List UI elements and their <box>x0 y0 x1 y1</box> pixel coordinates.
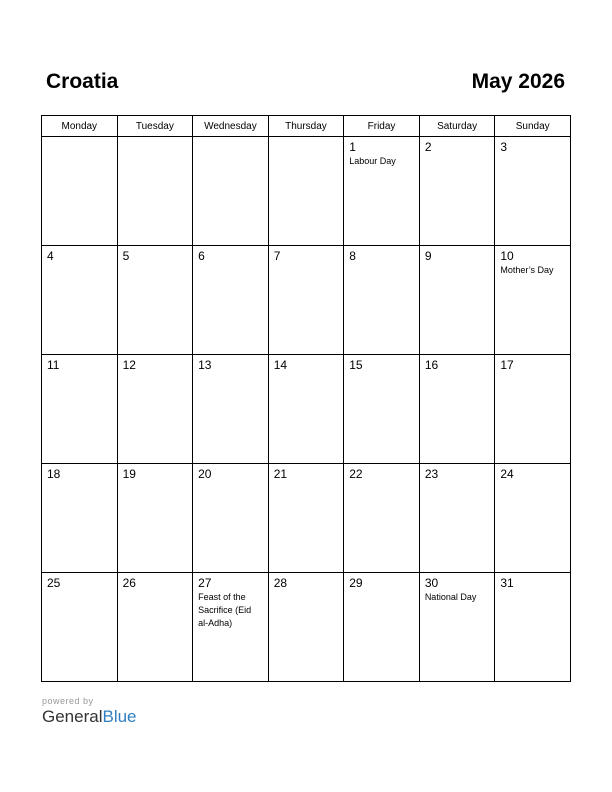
weekday-header: Thursday <box>268 116 344 137</box>
day-cell <box>495 355 571 464</box>
day-cell <box>419 573 495 682</box>
weekday-header: Sunday <box>495 116 571 137</box>
day-cell <box>193 464 269 573</box>
day-number: 24 <box>500 467 514 481</box>
day-cell <box>117 137 193 246</box>
day-cell <box>344 137 420 246</box>
day-number: 9 <box>424 249 432 263</box>
day-cell <box>193 137 269 246</box>
day-number: 15 <box>349 358 363 372</box>
weekday-header: Friday <box>344 116 420 137</box>
weekday-header: Tuesday <box>117 116 193 137</box>
day-number: 19 <box>122 467 136 481</box>
day-number: 16 <box>424 358 439 372</box>
calendar-grid <box>41 115 571 682</box>
day-number: 22 <box>349 467 363 481</box>
day-cell <box>495 137 571 246</box>
day-cell <box>117 573 193 682</box>
weekday-header: Monday <box>42 116 118 137</box>
day-cell <box>495 464 571 573</box>
day-number: 28 <box>273 576 288 590</box>
day-number: 7 <box>273 249 281 263</box>
day-cell <box>42 355 118 464</box>
day-number: 17 <box>500 358 514 372</box>
day-cell <box>42 464 118 573</box>
day-cell <box>419 355 495 464</box>
holiday-label: National Day <box>424 592 477 602</box>
day-number: 25 <box>47 576 61 590</box>
powered-by-label: powered by <box>42 696 94 706</box>
weekday-header: Wednesday <box>193 116 269 137</box>
day-number: 31 <box>500 576 514 590</box>
day-number: 13 <box>198 358 212 372</box>
day-number: 23 <box>424 467 439 481</box>
day-number: 21 <box>273 467 288 481</box>
day-cell <box>193 573 269 682</box>
weekday-header: Saturday <box>419 116 495 137</box>
day-number: 27 <box>198 576 212 590</box>
day-cell <box>42 246 118 355</box>
day-cell <box>117 355 193 464</box>
generalblue-logo[interactable] <box>42 707 137 727</box>
day-cell <box>268 573 344 682</box>
week-row <box>42 137 571 246</box>
day-cell <box>42 137 118 246</box>
week-row <box>42 355 571 464</box>
day-number: 6 <box>198 249 205 263</box>
month-year-title: May 2026 <box>471 70 565 93</box>
day-cell <box>419 137 495 246</box>
day-number: 5 <box>122 249 130 263</box>
day-number: 2 <box>424 140 432 154</box>
day-number: 8 <box>349 249 356 263</box>
day-number: 26 <box>122 576 136 590</box>
week-row <box>42 246 571 355</box>
day-number: 12 <box>122 358 136 372</box>
day-cell <box>117 464 193 573</box>
footer-brand <box>42 696 137 727</box>
day-number: 1 <box>349 140 356 154</box>
day-cell <box>193 246 269 355</box>
day-cell <box>344 573 420 682</box>
day-cell <box>495 573 571 682</box>
day-cell <box>419 246 495 355</box>
day-number: 11 <box>47 358 60 372</box>
week-row <box>42 464 571 573</box>
day-number: 4 <box>47 249 54 263</box>
day-number: 14 <box>273 358 288 372</box>
day-cell <box>495 246 571 355</box>
day-cell <box>268 355 344 464</box>
day-number: 3 <box>500 140 508 154</box>
holiday-label: Labour Day <box>349 156 396 166</box>
day-cell <box>344 464 420 573</box>
day-cell <box>419 464 495 573</box>
day-number: 10 <box>500 249 514 263</box>
day-cell <box>344 355 420 464</box>
day-number: 30 <box>424 576 439 590</box>
day-cell <box>42 573 118 682</box>
day-number: 20 <box>198 467 212 481</box>
brand-blue-text: Blue <box>102 707 137 726</box>
holiday-label: Mother’s Day <box>500 265 554 275</box>
day-number: 18 <box>47 467 61 481</box>
day-cell <box>268 137 344 246</box>
week-row <box>42 573 571 682</box>
country-title: Croatia <box>46 70 119 93</box>
day-cell <box>117 246 193 355</box>
weekday-header-row <box>42 116 571 137</box>
day-cell <box>268 246 344 355</box>
brand-general-text: General <box>42 707 103 726</box>
day-cell <box>344 246 420 355</box>
day-cell <box>193 355 269 464</box>
holiday-label: Feast of the Sacrifice (Eid al-Adha) <box>198 592 252 628</box>
day-cell <box>268 464 344 573</box>
day-number: 29 <box>349 576 363 590</box>
